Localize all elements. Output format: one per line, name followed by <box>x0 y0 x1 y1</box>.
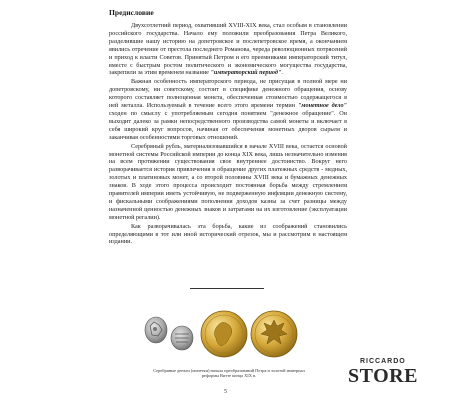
gold-coin-obverse <box>201 311 247 357</box>
store-logo <box>348 358 436 388</box>
paragraph: Двухсотлетний период, охвативший XVIII-XIX века, стал особым в становлении российского государства. Начало ему положили преобразования Петра Великого, разделившие нашу историю на допетровское и послепетровское время, а окончанием явились отречение от престола последнего Романова, череда революционных потрясений и приход к власти Советов. Принятый Петром и его преемниками императорский титул, вместе с быстрым ростом политического и экономического могущества государства, закрепили за этим временем название "императорский период". <box>109 22 347 77</box>
paragraph: Как разворачивалась эта борьба, какие из соображений становились определяющими в тот или иной исторический отрезок, мы и рассмотрим в настоящем издании. <box>109 222 347 246</box>
gold-coin-reverse <box>251 311 297 357</box>
page-number: 5 <box>224 389 227 395</box>
image-caption: Серебряные деньги (монетки) начала преобразований Петра и золотой империал реформы Витте конца XIX в. <box>153 368 305 379</box>
body-text <box>109 22 347 246</box>
silver-coin-obverse <box>145 317 167 343</box>
paragraph: Важная особенность императорского периода, не присущая в полной мере ни допетровскому, ни советскому, состоит в специфике денежного обращения, основу которого составляет полноценная монета, обеспеченная стоимостью содержащегося в ней металла. Используемый в течение всего этого времени термин "монетное дело" сходен по смыслу с употребляемым сегодня понятием "денежное обращение". Он выходит далеко за рамки непосредственного производства самой монеты и включает в себя широкий круг вопросов, начиная от обеспечения монетных дворов сырьем и заканчивая особенностями торговых отношений. <box>109 78 347 141</box>
coins-illustration <box>142 300 307 370</box>
logo-main-text: STORE <box>348 365 418 387</box>
paragraph: Серебряный рубль, материализовавшийся в начале XVIII века, остается основой монетной системы Российской империи до конца XIX века, лишь незначительно изменив на всем протяжении существования свое внутреннее достоинство. Вокруг него разворачивается история привлечения в обращение других платежных средств - медных, золотых и платиновых монет, а со второй половины XVIII века и бумажных денежных знаков. В ходе этого процесса происходит постоянная борьба между стремлением правителей империи иметь устойчивую, не подверженную инфляции денежную систему, и фискальными соображениями пополнения доходов казны за счет разницы между назначенной ценностью денежных знаков и затратами на их изготовление (эксплуатации монетной регалии). <box>109 142 347 221</box>
section-divider <box>190 288 264 289</box>
page-heading: Предисловие <box>109 8 154 17</box>
silver-coin-reverse <box>171 326 193 350</box>
logo-top-text: RICCARDO <box>360 358 406 365</box>
